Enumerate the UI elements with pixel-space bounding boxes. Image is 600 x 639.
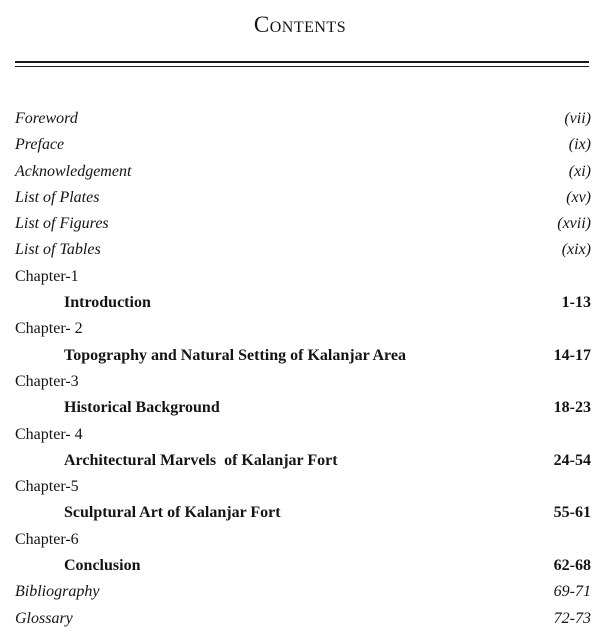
toc-entry-page: (xvii) <box>557 215 591 233</box>
chapter-pages: 18-23 <box>553 399 591 417</box>
toc-entry-label: Glossary <box>15 609 73 627</box>
chapter-heading-5 <box>15 474 591 500</box>
toc-entry-preface <box>15 132 591 158</box>
chapter-number: Chapter- 4 <box>15 425 83 443</box>
toc-entry-acknowledgement <box>15 159 591 185</box>
toc-entry-label: List of Tables <box>15 241 101 259</box>
toc-entry-label: Acknowledgement <box>15 162 132 180</box>
toc-entry-page: 72-73 <box>553 609 591 627</box>
toc-entry-glossary <box>15 606 591 632</box>
toc-entry-list-of-figures <box>15 211 591 237</box>
page-title: Contents <box>253 12 347 37</box>
chapter-title: Sculptural Art of Kalanjar Fort <box>64 504 281 522</box>
chapter-title: Introduction <box>64 294 151 312</box>
chapter-pages: 24-54 <box>553 451 591 469</box>
toc-entry-page: (xi) <box>568 162 591 180</box>
chapter-number: Chapter- 2 <box>15 320 83 338</box>
toc-entry-page: (ix) <box>568 136 591 154</box>
toc-entry-bibliography <box>15 579 591 605</box>
title-rule-thick <box>15 61 589 63</box>
chapter-heading-2 <box>15 316 591 342</box>
toc-entry-label: List of Plates <box>15 188 100 206</box>
toc-entry-label: List of Figures <box>15 215 109 233</box>
toc-entry-label: Bibliography <box>15 583 100 601</box>
chapter-title: Conclusion <box>64 557 141 575</box>
chapter-pages: 62-68 <box>553 557 591 575</box>
chapter-pages: 14-17 <box>553 346 591 364</box>
toc-entry-page: (xv) <box>566 188 591 206</box>
toc-entry-chapter-1 <box>15 290 591 316</box>
chapter-pages: 1-13 <box>561 294 591 312</box>
chapter-number: Chapter-5 <box>15 478 79 496</box>
chapter-heading-6 <box>15 527 591 553</box>
toc-entry-chapter-2 <box>15 343 591 369</box>
chapter-heading-3 <box>15 369 591 395</box>
chapter-pages: 55-61 <box>553 504 591 522</box>
chapter-title: Historical Background <box>64 399 220 417</box>
toc-entry-chapter-4 <box>15 448 591 474</box>
chapter-heading-4 <box>15 422 591 448</box>
chapter-title: Architectural Marvels of Kalanjar Fort <box>64 451 338 469</box>
toc-entry-page: (vii) <box>564 110 591 127</box>
chapter-heading-1 <box>15 264 591 290</box>
toc-entry-label: Preface <box>15 136 65 154</box>
toc-entry-chapter-5 <box>15 500 591 526</box>
toc-entry-foreword <box>15 106 591 132</box>
title-rule-thin <box>15 66 589 67</box>
toc-entry-list-of-plates <box>15 185 591 211</box>
toc-entry-page: (xix) <box>561 241 591 259</box>
table-of-contents <box>15 106 591 632</box>
toc-entry-list-of-tables <box>15 237 591 263</box>
toc-entry-page: 69-71 <box>553 583 591 601</box>
toc-entry-chapter-3 <box>15 395 591 421</box>
chapter-number: Chapter-1 <box>15 267 79 285</box>
toc-entry-label: Foreword <box>15 110 78 127</box>
toc-entry-chapter-6 <box>15 553 591 579</box>
chapter-number: Chapter-3 <box>15 372 79 390</box>
chapter-number: Chapter-6 <box>15 530 79 548</box>
chapter-title: Topography and Natural Setting of Kalanjar Area <box>64 346 406 364</box>
